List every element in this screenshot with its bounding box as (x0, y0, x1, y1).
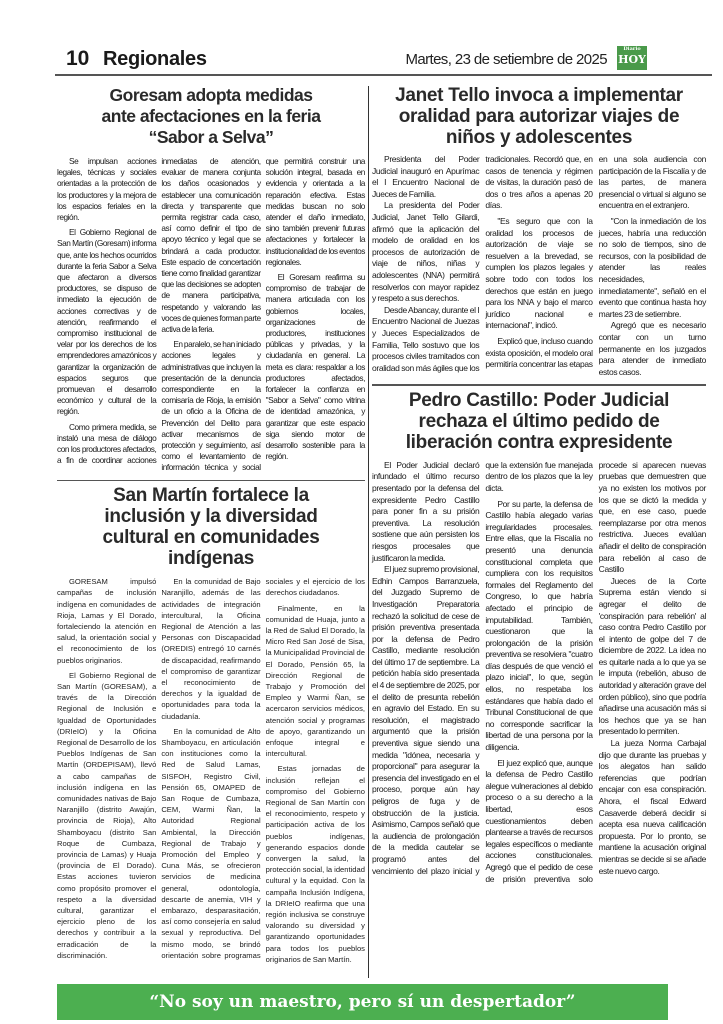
article-paragraph: El juez supremo provisional, Edhin Campos Barranzuela, del Juzgado Supremo de Investigación Preparatoria rechazó la solicitud de cese de prisión preventiva presentada por la defensa de Pedro Castillo, mediante resolución del último 17 de septiembre. La petición había sido presentada el 4 de septiembre de 2025, por el delito de presunta rebelión en agravio del Estado. En su resolución, el magistrado argumentó que la prisión preventiva sigue siendo una medida "idónea, necesaria y proporcional" para asegurar la presencia del investigado en el proceso, porque aún hay peligros de fuga y de obstrucción de la justicia. Asimismo, Campos señaló que la audiencia de prolongación de la medida cautelar se programó antes del vencimiento del plazo inicial y que la extensión fue manejada dentro de los plazos que la ley dicta. (372, 459, 593, 876)
article-headline: San Martín fortalece la inclusión y la diversidad cultural en comunidades indígenas (102, 485, 320, 570)
article-divider-left (57, 480, 365, 482)
article-divider-right (372, 384, 706, 386)
article-paragraph: Jueces de la Corte Suprema están viendo si agregar el delito de 'conspiración para rebelión' al caso contra Pedro Castillo por el intento de golpe del 7 de diciembre de 2022. La idea no es quitarle nada a lo que ya se le imputa (rebelión, abuso de autoridad y alteración grave del orden público), sino que podría añadirse una acusación más si los hechos que ya se han presentado lo permiten. (598, 575, 706, 737)
article-body (57, 156, 365, 474)
header-divider (55, 74, 712, 76)
article-sanmartin (57, 485, 365, 965)
article-paragraph: Explicó que, incluso cuando exista oposición, el modelo oral permitiría concentrar las etapas en una sola audiencia con participación de la Fiscalía y de las partes, de manera presencial o virtual si alguno se encuentra en el extranjero. (485, 154, 706, 370)
article-paragraph: En paralelo, se han iniciado acciones legales y administrativas que incluyen la presentación de la denuncia correspondiente en la comisaría de Rioja, la emisión de un oficio a la Oficina de Prevención del Delito para activar mecanismos de protección y seguimiento, así como el levantamiento de información técnica y social que permitirá construir una solución integral, basada en evidencia y orientada a la reparación efectiva. Estas medidas buscan no solo atender el daño inmediato, sino también prevenir futuras afectaciones y fortalecer la institucionalidad de los eventos regionales. (161, 156, 365, 473)
article-castillo (372, 390, 706, 885)
left-stack (57, 85, 365, 965)
newspaper-logo (617, 46, 647, 70)
article-paragraph: Presidenta del Poder Judicial inauguró en Apurímac el I Encuentro Nacional de Jueces de Familia. (372, 154, 480, 199)
article-paragraph: "Es seguro que con la oralidad los procesos de autorización de viaje se resuelven a la brevedad, se cumplen los plazos legales y sobre todo con todos los derechos que están en juego para los NNA y bajo el marco jurídico nacional e internacional", indicó. (485, 215, 593, 331)
article-paragraph: El Goresam reafirma su compromiso de trabajar de manera articulada con los gobiernos locales, organizaciones de productores, instituciones públicas y privadas, y la ciudadanía en general. La meta es clara: respaldar a los productores afectados, fortalecer la confianza en "Sabor a Selva" como vitrina de identidad amazónica, y garantizar que este espacio siga siendo motor de desarrollo sostenible para la región. (265, 272, 365, 462)
article-goresam (57, 85, 365, 474)
article-headline: Janet Tello invoca a implementar oralidad para autorizar viajes de niños y adolescentes (395, 85, 683, 148)
column-divider (368, 86, 369, 978)
article-paragraph: El juez explicó que, aunque la defensa de Pedro Castillo alegue vulneraciones al debido proceso o a su derecho a la libertad, esos cuestionamientos deben plantearse a través de recursos legales específicos o mediante acciones constitucionales. Agregó que el pedido de cese de prisión preventiva solo procede si aparecen nuevas pruebas que demuestren que ya no existen los motivos por los que se dictó la medida y que, en ese caso, puede reemplazarse por otra menos restrictiva. Jueces evalúan añadir el delito de conspiración para rebelión al caso de Castillo (485, 459, 706, 884)
right-stack (372, 85, 706, 885)
article-paragraph: En la comunidad de Alto Shamboyacu, en articulación con instituciones como la Red de Salud Lamas, SISFOH, Registro Civil, Pensión 65, OMAPED de San Roque de Cumbaza, CEM, Warmi Ñan, la Autoridad Regional Ambiental, la Dirección Regional de Trabajo y Promoción del Empleo y Cuna Más, se ofrecieron servicios de medicina general, odontología, descarte de anemia, VIH y embarazo, desparasitación, así como consejería en salud sexual y reproductiva. Del mismo modo, se brindó orientación sobre programas sociales y el ejercicio de los derechos ciudadanos. (161, 577, 365, 960)
article-paragraph: Desde Abancay, durante el I Encuentro Nacional de Juezas y Jueces Especializados de Familia, Tello sostuvo que los procesos civiles tramitados con oralidad son más ágiles que los tradicionales. Recordó que, en casos de tenencia y régimen de visitas, la duración pasó de dos o tres años a apenas 20 días. (372, 154, 593, 373)
logo-top-text: Diario (623, 46, 641, 52)
page-number: 10 (66, 47, 90, 70)
article-paragraph: Finalmente, en la comunidad de Huaja, junto a la Red de Salud El Dorado, la Micro Red San José de Sisa, la Municipalidad Provincial de El Dorado, Pensión 65, la Dirección Regional de Trabajo y Promoción del Empleo y Warmi Ñan, se acercaron servicios médicos, atención social y programas de apoyo, garantizando un enfoque integral e intercultural. (265, 603, 365, 759)
article-paragraph: Como primera medida, se instaló una mesa de diálogo con los productores afectados, a fin de coordinar acciones inmediatas de atención, evaluar de manera conjunta los daños ocasionados y establecer una comunicación directa y transparente que permita registrar cada caso, así como definir el tipo de apoyo técnico y legal que se brindará a cada productor. Este espacio de concertación tiene como finalidad garantizar que las decisiones se adopten de manera participativa, respetando y valorando las voces de quienes forman parte activa de la feria. (57, 156, 261, 466)
article-paragraph: "Con la inmediación de los jueces, habría una reducción no solo de tiempos, sino de recursos, con la posibilidad de atender las reales necesidades, inmediatamente", señaló en el evento que continua hasta hoy martes 23 de setiembre. (598, 215, 706, 319)
article-paragraph: El Gobierno Regional de San Martín (Goresam) informa que, ante los hechos ocurridos durante la feria Sabor a Selva que afectaron a diversos productores, se dispuso de inmediato la ejecución de acciones correctivas y de atención, reafirmando el compromiso institucional de velar por los derechos de los emprendedores amazónicos y garantizar la organización de espacios seguros que promuevan el desarrollo económico y cultural de la región. (57, 227, 157, 417)
article-headline: Goresam adopta medidas ante afectaciones en la feria “Sabor a Selva” (101, 85, 321, 147)
article-body (372, 154, 706, 378)
article-headline: Pedro Castillo: Poder Judicial rechaza el último pedido de liberación contra expresidente (405, 389, 673, 453)
issue-date: Martes, 23 de setiembre de 2025 (405, 51, 607, 68)
article-paragraph: Por su parte, la defensa de Castillo había alegado varias irregularidades procesales. Entre ellas, que la Fiscalía no presentó una denuncia constitucional completa que cumpliera con los requisitos formales del Reglamento del Congreso, lo que habría afectado el principio de imputabilidad. También, cuestionaron que la prolongación de la prisión preventiva se resolviera "cuatro días después de que venció el plazo inicial", lo que, según ellos, no respetaba los estándares que había dado el Tribunal Constitucional de que no corresponde sacrificar la libertad de una persona por la diligencia. (485, 498, 593, 753)
section-title: Regionales (103, 48, 207, 70)
article-paragraph: La jueza Norma Carbajal dijo que durante las pruebas y los alegatos han salido referencias que podrían encajar con esa conspiración. Ahora, el fiscal Edward Casaverde deberá decidir si acepta esa nueva calificación propuesta. Por lo pronto, se mantiene la acusación original mientras se decide si se añade este nuevo cargo. (598, 738, 706, 876)
article-paragraph: Agregó que es necesario contar con un turno permanente en los juzgados para atender de inmediato estos casos. (598, 320, 706, 377)
article-tello (372, 85, 706, 378)
article-paragraph: El Gobierno Regional de San Martín (GORESAM), a través de la Dirección Regional de Inclusión e Igualdad de Oportunidades (DRIeIO) y la Oficina Regional de Desarrollo de los Pueblos Indígenas de San Martín (ORDEPISAM), llevó a cabo campañas de inclusión indígena en las comunidades nativas de Bajo Naranjillo (distrito Awajún, provincia de Rioja), Alto Shamboyacu (distrito San Roque de Cumbaza, provincia de Lamas) y Huaja (provincia de El Dorado). Estas acciones tuvieron como propósito promover el respeto a la diversidad cultural, garantizar el ejercicio pleno de los derechos y contribuir a la erradicación de la discriminación. (57, 670, 157, 960)
article-paragraph: Estas jornadas de inclusión reflejan el compromiso del Gobierno Regional de San Martín con el reconocimiento, respeto y participación activa de los pueblos indígenas, generando espacios donde convergen la salud, la protección social, la identidad cultural y la equidad. Con la campaña Inclusión Indígena, la DRIeIO reafirma que una región inclusiva se construye valorando su diversidad y garantizando oportunidades para todos los pueblos originarios de San Martín. (265, 764, 365, 964)
article-paragraph: GORESAM impulsó campañas de inclusión indígena en comunidades de Rioja, Lamas y El Dorado, fortaleciendo la atención en salud, la orientación social y el reconocimiento de los pueblos originarios. (57, 577, 157, 665)
article-body (372, 460, 706, 885)
logo-main-text: HOY (618, 53, 646, 66)
article-paragraph: Se impulsan acciones legales, técnicas y sociales orientadas a la protección de los productores y la mejora de los espacios feriales en la región. (57, 156, 157, 223)
article-body (57, 576, 365, 965)
article-paragraph: El Poder Judicial declaró infundado el último recurso presentado por la defensa del expresidente Pedro Castillo para poner fin a su prisión preventiva. La resolución sostiene que aún persisten los riesgos procesales que justificaron la medida. (372, 459, 480, 563)
article-paragraph: La presidenta del Poder Judicial, Janet Tello Gilardi, afirmó que la aplicación del modelo de oralidad en los procesos de autorización de viaje de niños, niñas y adolescentes (NNA) permitirá resolverlos con mayor rapidez y respeto a sus derechos. (372, 200, 480, 304)
article-paragraph: En la comunidad de Bajo Naranjillo, además de las actividades de integración intercultural, la Oficina Regional de Atención a las Personas con Discapacidad (OREDIS) entregó 10 carnés de discapacidad, reafirmando el compromiso de garantizar el reconocimiento de derechos y la igualdad de oportunidades para toda la ciudadanía. (161, 577, 261, 721)
quote-banner: “No soy un maestro, pero sí un despertador” (57, 984, 668, 1020)
